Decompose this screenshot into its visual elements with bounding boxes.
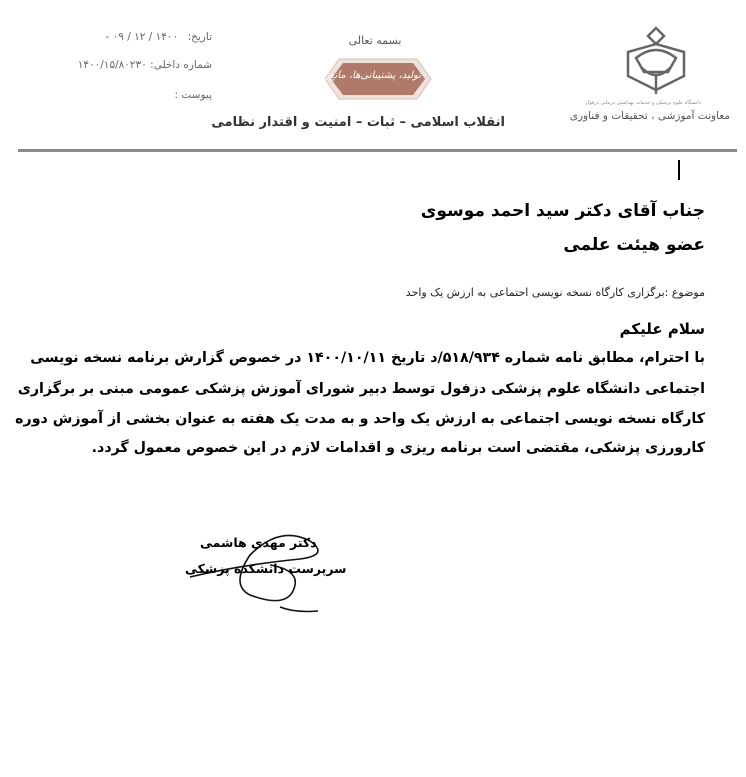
header-divider xyxy=(18,149,737,152)
signer-name: دکتر مهدی هاشمی xyxy=(200,535,317,550)
date-row xyxy=(106,31,212,43)
body-line: کارورزی پزشکی، مقتضی است برنامه ریزی و اقدامات لازم در این خصوص معمول گردد. xyxy=(91,440,705,456)
internal-number-label: شماره داخلی: xyxy=(150,59,212,71)
university-logo-icon xyxy=(620,24,692,100)
attachment-label: پیوست : xyxy=(174,89,212,101)
date-label: تاریخ: xyxy=(187,31,212,43)
internal-number-value: ۱۴۰۰/۱۵/۸۰۲۳۰ xyxy=(77,59,147,71)
margin-mark xyxy=(678,160,680,180)
date-value: ۱۴۰۰ / ۱۲ / ۰۹ - xyxy=(105,31,179,43)
addressee: جناب آقای دکتر سید احمد موسوی xyxy=(420,201,705,221)
banner-text: تولید، پشتیبانی‌ها، مانع‌زدایی‌ها xyxy=(297,70,421,81)
body-line: با احترام، مطابق نامه شماره ۵۱۸/۹۳۴/د تاریخ ۱۴۰۰/۱۰/۱۱ در خصوص گزارش برنامه نسخه نویسی xyxy=(30,350,705,366)
slogan: انقلاب اسلامی – ثبات – امنیت و اقتدار نظامی xyxy=(211,115,505,130)
internal-number-row xyxy=(78,59,212,71)
university-logo-caption: دانشگاه علوم پزشکی و خدمات بهداشتی درمانی دزفول xyxy=(585,100,701,106)
signer-position: سرپرست دانشکده پزشکی xyxy=(185,561,347,576)
body-line: کارگاه نسخه نویسی اجتماعی به ارزش یک واحد و به مدت یک هفته به عنوان بخشی از آموزش دوره xyxy=(15,411,705,427)
body-line: اجتماعی دانشگاه علوم پزشکی دزفول توسط دبیر شورای آموزش پزشکی عمومی مبنی بر برگزاری xyxy=(17,381,705,397)
year-slogan-banner xyxy=(297,56,443,102)
addressee-title: عضو هیئت علمی xyxy=(563,235,705,255)
department-name: معاونت آموزشی ، تحقیقات و فناوری xyxy=(569,110,730,122)
subject-line: موضوع :برگزاری کارگاه نسخه نویسی احتماعی به ارزش یک واحد xyxy=(405,286,705,299)
greeting: سلام علیکم xyxy=(619,320,705,338)
bismillah: بسمه تعالی xyxy=(348,34,402,47)
university-logo xyxy=(620,24,692,100)
